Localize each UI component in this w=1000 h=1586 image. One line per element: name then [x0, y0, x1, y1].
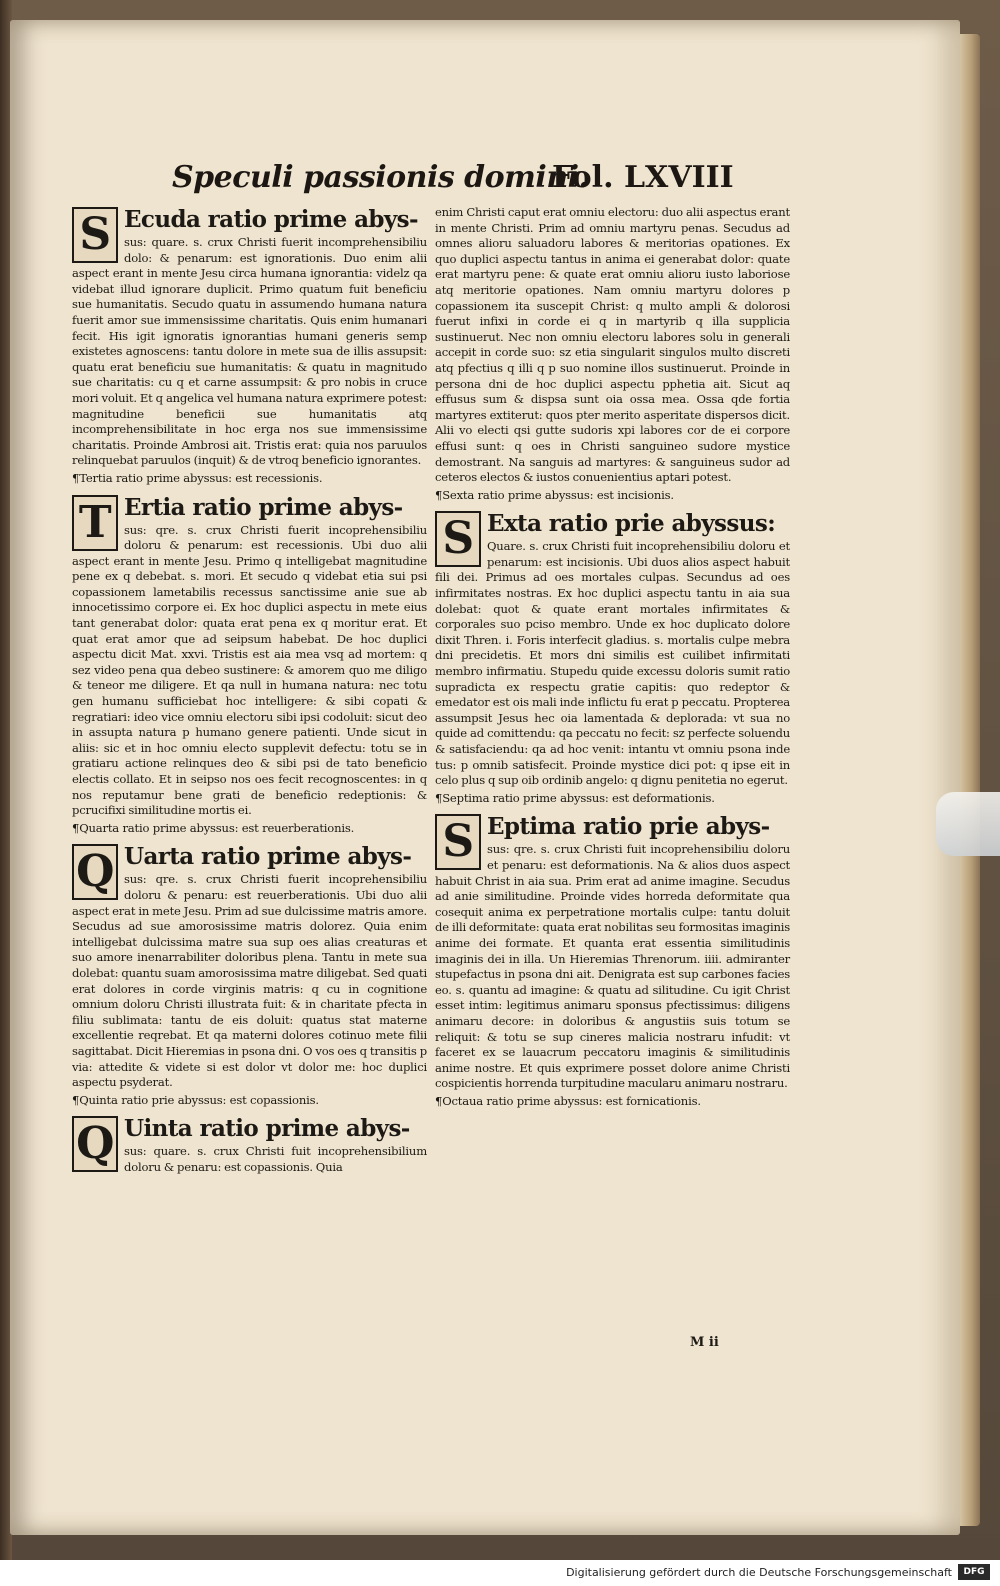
heading-text: Ertia ratio prime abys-: [124, 493, 403, 521]
rubric-line: ¶ Quinta ratio prie abyssus: est copassionis.: [72, 1093, 427, 1109]
heading-text: Exta ratio prie abyssus:: [487, 510, 776, 538]
decorated-initial: S: [72, 207, 118, 263]
section-heading: [72, 842, 427, 898]
left-text-column: [72, 205, 427, 1181]
text-section: [435, 812, 790, 1109]
section-heading: [72, 205, 427, 260]
body-paragraph: sus: quare. s. crux Christi fuerit incomprehensibiliu dolo: & penarum: est ignorationis. Duo enim alii aspect erant in mente Jesu circa humana ignorantia: videlz qa videbat illud ignorare duplicit. Primo quatum fuit beneficiu sue humanitatis. Secudo quatu in assumendo humana natura fuerit amor sue immensissime charitatis. Quis enim humanari fecit. His igit ignoratis ignorantias humani generis semp existetes agnoscens: tantu dolore in mete sua de illis assupsit: quatu erat beneficiu sue humanitatis: & quatu in magnitudo sue charitatis: cu q et carne assumpsit: & pro nobis in cruce mori voluit. Et q angelica vel humana natura exprimere potest: magnitudine beneficii sue humanitatis atq incomprehensibilitate in hoc erga nos sue immensissime charitatis. Proinde Ambrosi ait. Tristis erat: quia nos paruulos relinquebat paruulos (inquit) & de vtroq beneficio ignorantes.: [72, 235, 427, 468]
heading-text: Uarta ratio prime abys-: [124, 843, 412, 871]
text-section: [72, 493, 427, 837]
rubric-line: ¶ Tertia ratio prime abyssus: est recessionis.: [72, 471, 427, 487]
right-text-column: [435, 205, 790, 1115]
text-section: [72, 1114, 427, 1175]
decorated-initial: S: [435, 814, 481, 870]
body-paragraph: sus: qre. s. crux Christi fuit incoprehensibiliu doloru et penaru: est deformationis. Na & alios duos aspect habuit Christ in aia sua. Prim erat ad anime imagine. Secudus ad anie similitudine. Proinde vides horreda deformitate qua cosequit anima ex perpetratione mortalis culpe: tantu doluit de illi deformitate: quata erat nobilitas seu formositas imaginis anime dei formate. Et quanta erat essentia similitudinis imaginis dei in illa. Un Hieremias Threnorum. iiii. admiranter stupefactus in psona dni ait. Denigrata est sup carbones facies eo. s. quantu ad imagine: & quatu ad silitudine. Cu igit Christ esset intim: legitimus animaru sponsus pfectissimus: diligens animaru decore: in doloribus & angustiis suis totum se reliquit: & totu se sup cineres malicia nostraru infudit: vt faceret ex se lauacrum peccatoru imaginis & similitudinis anime nostre. Et quis exprimere posset dolore anime Christi cospicientis horrenda turpitudine macularu animaru nostraru.: [435, 842, 790, 1091]
body-paragraph: enim Christi caput erat omniu electoru: duo alii aspectus erant in mente Christi. Prim ad omniu martyru penas. Secudus ad omnes alioru saluadoru labores & meritorias opationes. Ex quo duplici aspectu tantus in anima ei generabat dolor: quate erat martyru pene: & quate erat omniu alioru iusto laboriose atq meritorie opationes. Nam omniu martyru dolores p copassionem ita suscepit Christ: q multo ampli & dolorosi fuerut infixi in corde ei q in martyrib q illa supplicia sustinuerut. Nec non omniu electoru labores solu in generali accepit in corde suo: sz etia singularit singulos multo discreti atq pfectius q illi q p suo nomine illos sustinuerut. Proinde in persona dni de hoc duplici aspectu pphetia ait. Sicut aq effusus sum & dispsa sunt oia ossa mea. Ossa qde fortia martyres extiterut: quos pter merito asperitate dispersos dicit. Alii vo electi qsi gutte sudoris xpi labores cor de ei corpore effusi sunt: q oes in Christi sanguineo sudore mystice demostrant. Na sanguis ad martyres: & sanguineus sudor ad ceteros electos & iustos conuenientius aptari potest.: [435, 205, 790, 485]
decorated-initial: Q: [72, 844, 118, 900]
rubric-line: ¶ Septima ratio prime abyssus: est deformationis.: [435, 791, 790, 807]
decorated-initial: S: [435, 511, 481, 567]
rubric-line: ¶ Quarta ratio prime abyssus: est reuerberationis.: [72, 821, 427, 837]
text-section: [72, 842, 427, 1108]
page-edge: [958, 34, 980, 1526]
text-section: [72, 205, 427, 487]
body-paragraph: sus: qre. s. crux Christi fuerit incoprehensibiliu doloru & penaru: est reuerberationis. Ubi duo alii aspect erat in mete Jesu. Prim ad sue dulcissime matris amore. Secudus ad sue amorosissime matris dolorez. Quia enim intelligebat dulcissima matre sua sup oes alias creaturas et suo amore inenarrabiliter doloribus plena. Tantu in mete sua dolebat: quantu suam amorosissima matre diligebat. Sed quati erat dolores in corde virginis matris: q cu in cognitione omnium doloru Christi illustrata fuit: & in charitate pfecta in filiu sublimata: tantu de eis doluit: quatus stat materne excellentie reqrebat. Et qa materni dolores cotinuo mete filii sagittabat. Dicit Hieremias in psona dni. O vos oes q transitis p via: attedite & videte si est dolor vt dolor me: hoc duplici aspectu psyderat.: [72, 872, 427, 1090]
body-paragraph: sus: quare. s. crux Christi fuit incoprehensibilium doloru & penaru: est copassionis. Quia: [124, 1144, 427, 1174]
decorated-initial: T: [72, 495, 118, 551]
text-section: [435, 205, 790, 503]
section-heading: [72, 493, 427, 548]
heading-text: Ecuda ratio prime abys-: [124, 206, 418, 233]
rubric-line: ¶ Sexta ratio prime abyssus: est incisionis.: [435, 488, 790, 504]
heading-text: Eptima ratio prie abys-: [487, 813, 770, 841]
running-title: Speculi passionis domini.: [172, 160, 589, 195]
signature-mark: M ii: [690, 1335, 719, 1350]
rubric-line: ¶ Octaua ratio prime abyssus: est fornicationis.: [435, 1094, 790, 1110]
text-section: [435, 509, 790, 806]
heading-text: Uinta ratio prime abys-: [124, 1115, 410, 1143]
body-paragraph: sus: qre. s. crux Christi fuerit incoprehensibiliu doloru & penarum: est recessionis. Ubi duo alii aspect erant in mente Jesu. Primo q intelligebat magnitudine pene ex q debebat. s. mori. Et secudo q videbat etia sui psi copassionem lametabilis recessus sanctissime anie sue ab innocetissimo corpore ei. Ex hoc duplici aspectu in mete eius tant generabat dolor: quata erat pena ex q moritur erat. Et quat erat amor que ad seipsum habebat. De hoc duplici aspectu dicit Mat. xxvi. Tristis est aia mea vsq ad mortem: q sez video pena qua debeo sustinere: & amorem quo me diligo & teneor me diligere. Et qa null in humana natura: nec totu gen humanu sufficiebat hoc intelligere: & sibi copati & regratiari: ideo vice omniu electoru sibi ipsi codoluit: sicut deo in assupta natura p humano genere patienti. Unde sicut in aliis: sic et in hoc omniu electo supplevit defectu: totu se in gratiaru actione relinques deo & sibi psi de tato beneficio electis collato. Et in seipso nos oes fecit recognoscentes: in q nos reputamur bene grati de beneficio redeptionis: & pcrucifixi similitudine mortis ei.: [72, 522, 427, 818]
folio-number: Fol. LXVIII: [552, 160, 734, 195]
body-paragraph: Quare. s. crux Christi fuit incoprehensibiliu doloru et penarum: est incisionis. Ubi duos alios aspect habuit fili dei. Primus ad oes mortales culpas. Secundus ad oes infirmitates nostras. Ex hoc duplici aspectu tantu in aia sua dolebat: quot & quate erant mortales infirmitates & corporales suo pciso membro. Unde ex hoc duplicato dolore dixit Thren. i. Foris interfecit gladius. s. mortalis culpe mebra dni precidetis. Et mors dni similis est cuilibet infirmitati membro infirmatiu. Stupedu quide excessu doloris sumit ratio supradicta ex respectu gratie capitis: quo redeptor & emedator est ois mali inde inflictu fu erat p peccatu. Propterea assumpsit Jesus hec oia lamentada & deplorada: vt sua no quide ad comittendu: qa peccatu no fecit: sz perfecte soluendu & satisfaciendu: qa ad hoc venit: intantu vt omniu psona inde tus: p omnib satisfecit. Proinde mystice dici pot: q ipse eit in celo plus q sup oib ordinib angelo: q dignu penitetia no egerut.: [435, 539, 790, 788]
decorated-initial: Q: [72, 1116, 118, 1172]
section-heading: [435, 509, 790, 565]
section-heading: [435, 812, 790, 868]
page-header: [172, 160, 772, 200]
funding-credit: Digitalisierung gefördert durch die Deutsche Forschungsgemeinschaft: [566, 1566, 952, 1579]
dfg-logo: DFG: [958, 1564, 990, 1580]
page-clip: [936, 792, 1000, 856]
